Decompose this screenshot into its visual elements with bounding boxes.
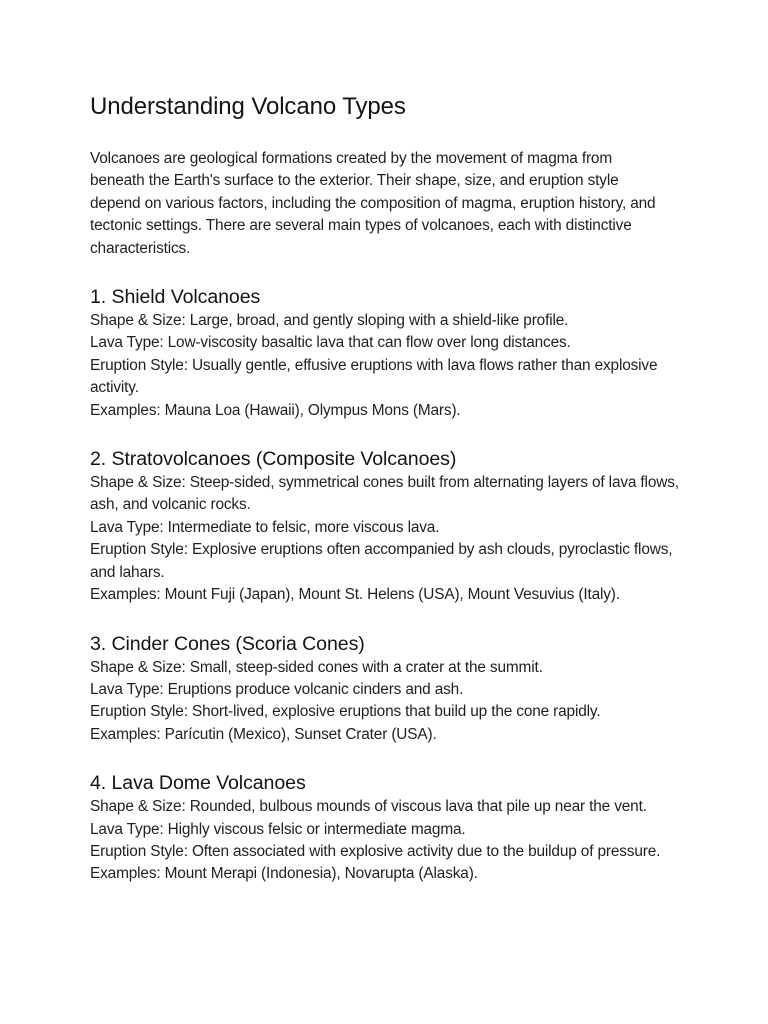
page-title: Understanding Volcano Types bbox=[90, 93, 406, 120]
shape-size-line: Shape & Size: Rounded, bulbous mounds of viscous lava that pile up near the vent. bbox=[90, 798, 647, 816]
examples-line: Examples: Parícutin (Mexico), Sunset Crater (USA). bbox=[90, 725, 437, 743]
eruption-style-line: Eruption Style: Explosive eruptions often accompanied by ash clouds, pyroclastic flows, and lahars. bbox=[90, 541, 673, 581]
examples-line: Examples: Mauna Loa (Hawaii), Olympus Mons (Mars). bbox=[90, 401, 461, 419]
section-cinder-cones bbox=[90, 632, 708, 747]
examples-line: Examples: Mount Merapi (Indonesia), Novarupta (Alaska). bbox=[90, 865, 478, 883]
section-lava-dome-volcanoes bbox=[90, 771, 708, 886]
shape-size-line: Shape & Size: Large, broad, and gently sloping with a shield-like profile. bbox=[90, 312, 569, 330]
shape-size-line: Shape & Size: Small, steep-sided cones with a crater at the summit. bbox=[90, 658, 543, 676]
section-heading: 2. Stratovolcanoes (Composite Volcanoes) bbox=[90, 448, 457, 471]
section-shield-volcanoes bbox=[90, 285, 708, 422]
shape-size-line: Shape & Size: Steep-sided, symmetrical cones built from alternating layers of lava flows, ash, and volcanic rocks. bbox=[90, 474, 679, 514]
section-heading: 1. Shield Volcanoes bbox=[90, 286, 261, 309]
eruption-style-line: Eruption Style: Short-lived, explosive eruptions that build up the cone rapidly. bbox=[90, 703, 601, 721]
examples-line: Examples: Mount Fuji (Japan), Mount St. Helens (USA), Mount Vesuvius (Italy). bbox=[90, 586, 620, 604]
section-heading: 3. Cinder Cones (Scoria Cones) bbox=[90, 632, 365, 655]
eruption-style-line: Eruption Style: Usually gentle, effusive eruptions with lava flows rather than explosive activity. bbox=[90, 356, 658, 397]
lava-type-line: Lava Type: Low-viscosity basaltic lava that can flow over long distances. bbox=[90, 334, 571, 352]
eruption-style-line: Eruption Style: Often associated with explosive activity due to the buildup of pressure. bbox=[90, 842, 661, 860]
lava-type-line: Lava Type: Highly viscous felsic or intermediate magma. bbox=[90, 820, 466, 838]
section-stratovolcanoes bbox=[90, 447, 708, 606]
intro-paragraph: Volcanoes are geological formations created by the movement of magma from beneath the Earth's surface to the exterior. Their shape, size, and eruption style depend on various factors, including the composition of magma, eruption history, and tectonic settings. There are several main types of volcanoes, each with distinctive characteristics. bbox=[90, 150, 656, 257]
lava-type-line: Lava Type: Intermediate to felsic, more viscous lava. bbox=[90, 518, 440, 536]
section-heading: 4. Lava Dome Volcanoes bbox=[90, 772, 306, 795]
lava-type-line: Lava Type: Eruptions produce volcanic cinders and ash. bbox=[90, 680, 464, 698]
